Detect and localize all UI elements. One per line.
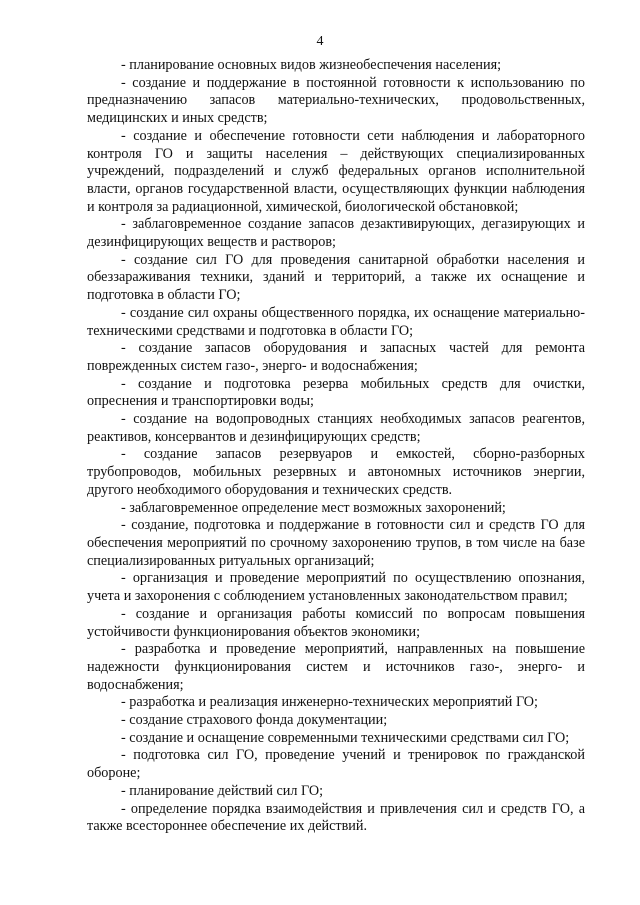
page-body (87, 57, 585, 836)
paragraph: - разработка и проведение мероприятий, направленных на повышение надежности функционирования систем и источников газо-, энерго- и водоснабжения; (87, 641, 585, 693)
paragraph: - создание, подготовка и поддержание в готовности сил и средств ГО для обеспечения мероприятий по срочному захоронению трупов, в том числе на базе специализированных ритуальных организаций; (87, 517, 585, 569)
paragraph: - создание и подготовка резерва мобильных средств для очистки, опреснения и транспортировки воды; (87, 375, 585, 410)
page-number: 4 (316, 34, 324, 49)
paragraph: - планирование действий сил ГО; (121, 782, 324, 799)
paragraph: - создание страхового фонда документации; (121, 712, 388, 729)
paragraph: - организация и проведение мероприятий по осуществлению опознания, учета и захоронения с соблюдением установленных законодательством правил; (87, 570, 585, 605)
paragraph: - создание сил ГО для проведения санитарной обработки населения и обеззараживания техники, зданий и территорий, а также их оснащение и подготовка в области ГО; (87, 251, 585, 304)
paragraph: - создание на водопроводных станциях необходимых запасов реагентов, реактивов, консервантов и дезинфицирующих средств; (87, 411, 585, 445)
paragraph: - создание и организация работы комиссий по вопросам повышения устойчивости функционирования объектов экономики; (87, 605, 585, 640)
paragraph: - заблаговременное определение мест возможных захоронений; (121, 499, 506, 516)
paragraph: - создание и обеспечение готовности сети наблюдения и лабораторного контроля ГО и защиты населения – действующих специализированных учреждений, подразделений и служб федеральных органов исполнительной власти, органов государственной власти, осуществляющих функции наблюдения и контроля за радиационной, химической, биологической обстановкой; (87, 127, 585, 215)
paragraph: - создание и оснащение современными техническими средствами сил ГО; (121, 729, 570, 746)
paragraph: - создание запасов оборудования и запасных частей для ремонта поврежденных систем газо-, энерго- и водоснабжения; (87, 340, 585, 374)
paragraph: - создание сил охраны общественного порядка, их оснащение материально-техническими средствами и подготовка в области ГО; (87, 304, 585, 339)
paragraph: - заблаговременное создание запасов дезактивирующих, дегазирующих и дезинфицирующих веществ и растворов; (87, 216, 585, 251)
paragraph: - создание запасов резервуаров и емкостей, сборно-разборных трубопроводов, мобильных резервных и автономных источников энергии, другого необходимого оборудования и технических средств. (87, 446, 585, 498)
paragraph: - определение порядка взаимодействия и привлечения сил и средств ГО, а также всестороннее обеспечение их действий. (87, 800, 585, 835)
paragraph: - разработка и реализация инженерно-технических мероприятий ГО; (121, 694, 538, 711)
paragraph: - создание и поддержание в постоянной готовности к использованию по предназначению запасов материально-технических, продовольственных, медицинских и иных средств; (87, 74, 585, 127)
paragraph: - планирование основных видов жизнеобеспечения населения; (121, 57, 502, 73)
paragraph: - подготовка сил ГО, проведение учений и тренировок по гражданской обороне; (87, 747, 585, 782)
